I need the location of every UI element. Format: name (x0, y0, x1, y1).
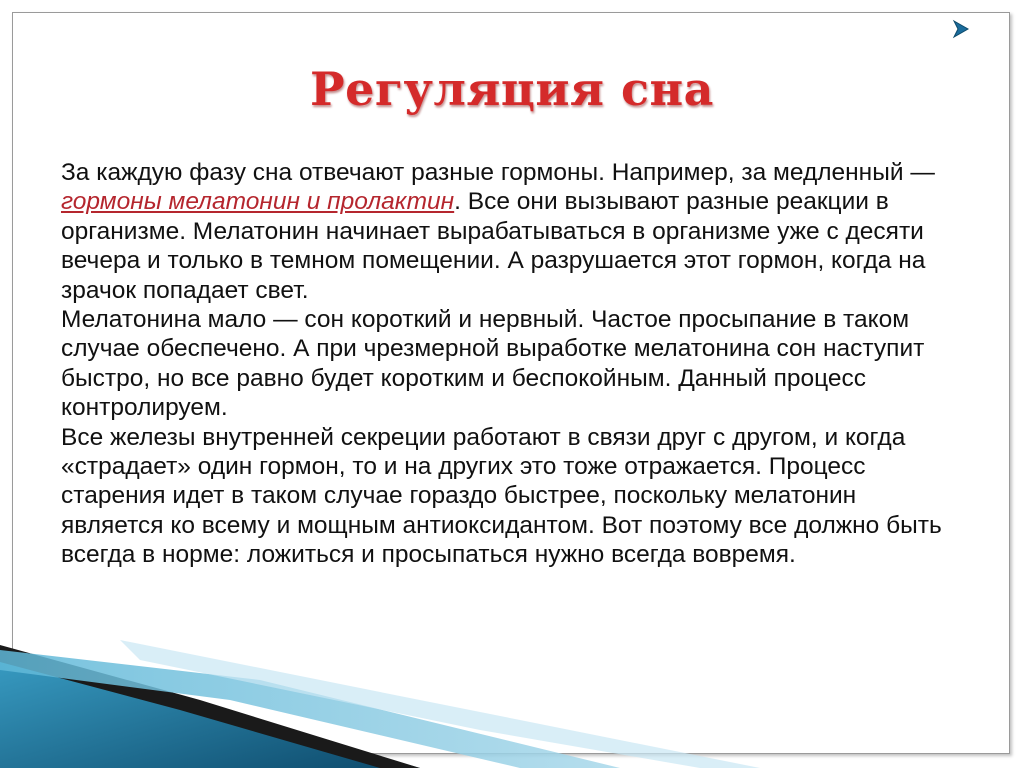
chevron-right-icon[interactable] (950, 18, 976, 40)
paragraph-2: Мелатонина мало — сон короткий и нервный. Частое просыпание в таком случае обеспечено. А при чрезмерной выработке мелатонина сон наступит быстро, но все равно будет коротким и беспокойным. Данный процесс контролируем. (61, 306, 925, 422)
paragraph-1-start: За каждую фазу сна отвечают разные гормоны. Например, за медленный — (61, 159, 935, 186)
paragraph-1 (61, 158, 951, 305)
paragraph-1-end: . Все они вызывают разные реакции в организме. Мелатонин начинает вырабатываться в организме уже с десяти вечера и только в темном помещении. А разрушается этот гормон, когда на зрачок попадает свет. (61, 188, 926, 304)
slide-body (61, 158, 951, 570)
slide-title: Регуляция сна (310, 62, 714, 116)
hormones-link[interactable]: гормоны мелатонин и пролактин (61, 188, 455, 216)
paragraph-3: Все железы внутренней секреции работают в связи друг с другом, и когда «страдает» один гормон, то и на других это тоже отражается. Процесс старения идет в таком случае гораздо быстрее, поскольку мелатонин является ко всему и мощным антиоксидантом. Вот поэтому все должно быть всегда в норме: ложиться и просыпаться нужно всегда вовремя. (61, 423, 942, 569)
